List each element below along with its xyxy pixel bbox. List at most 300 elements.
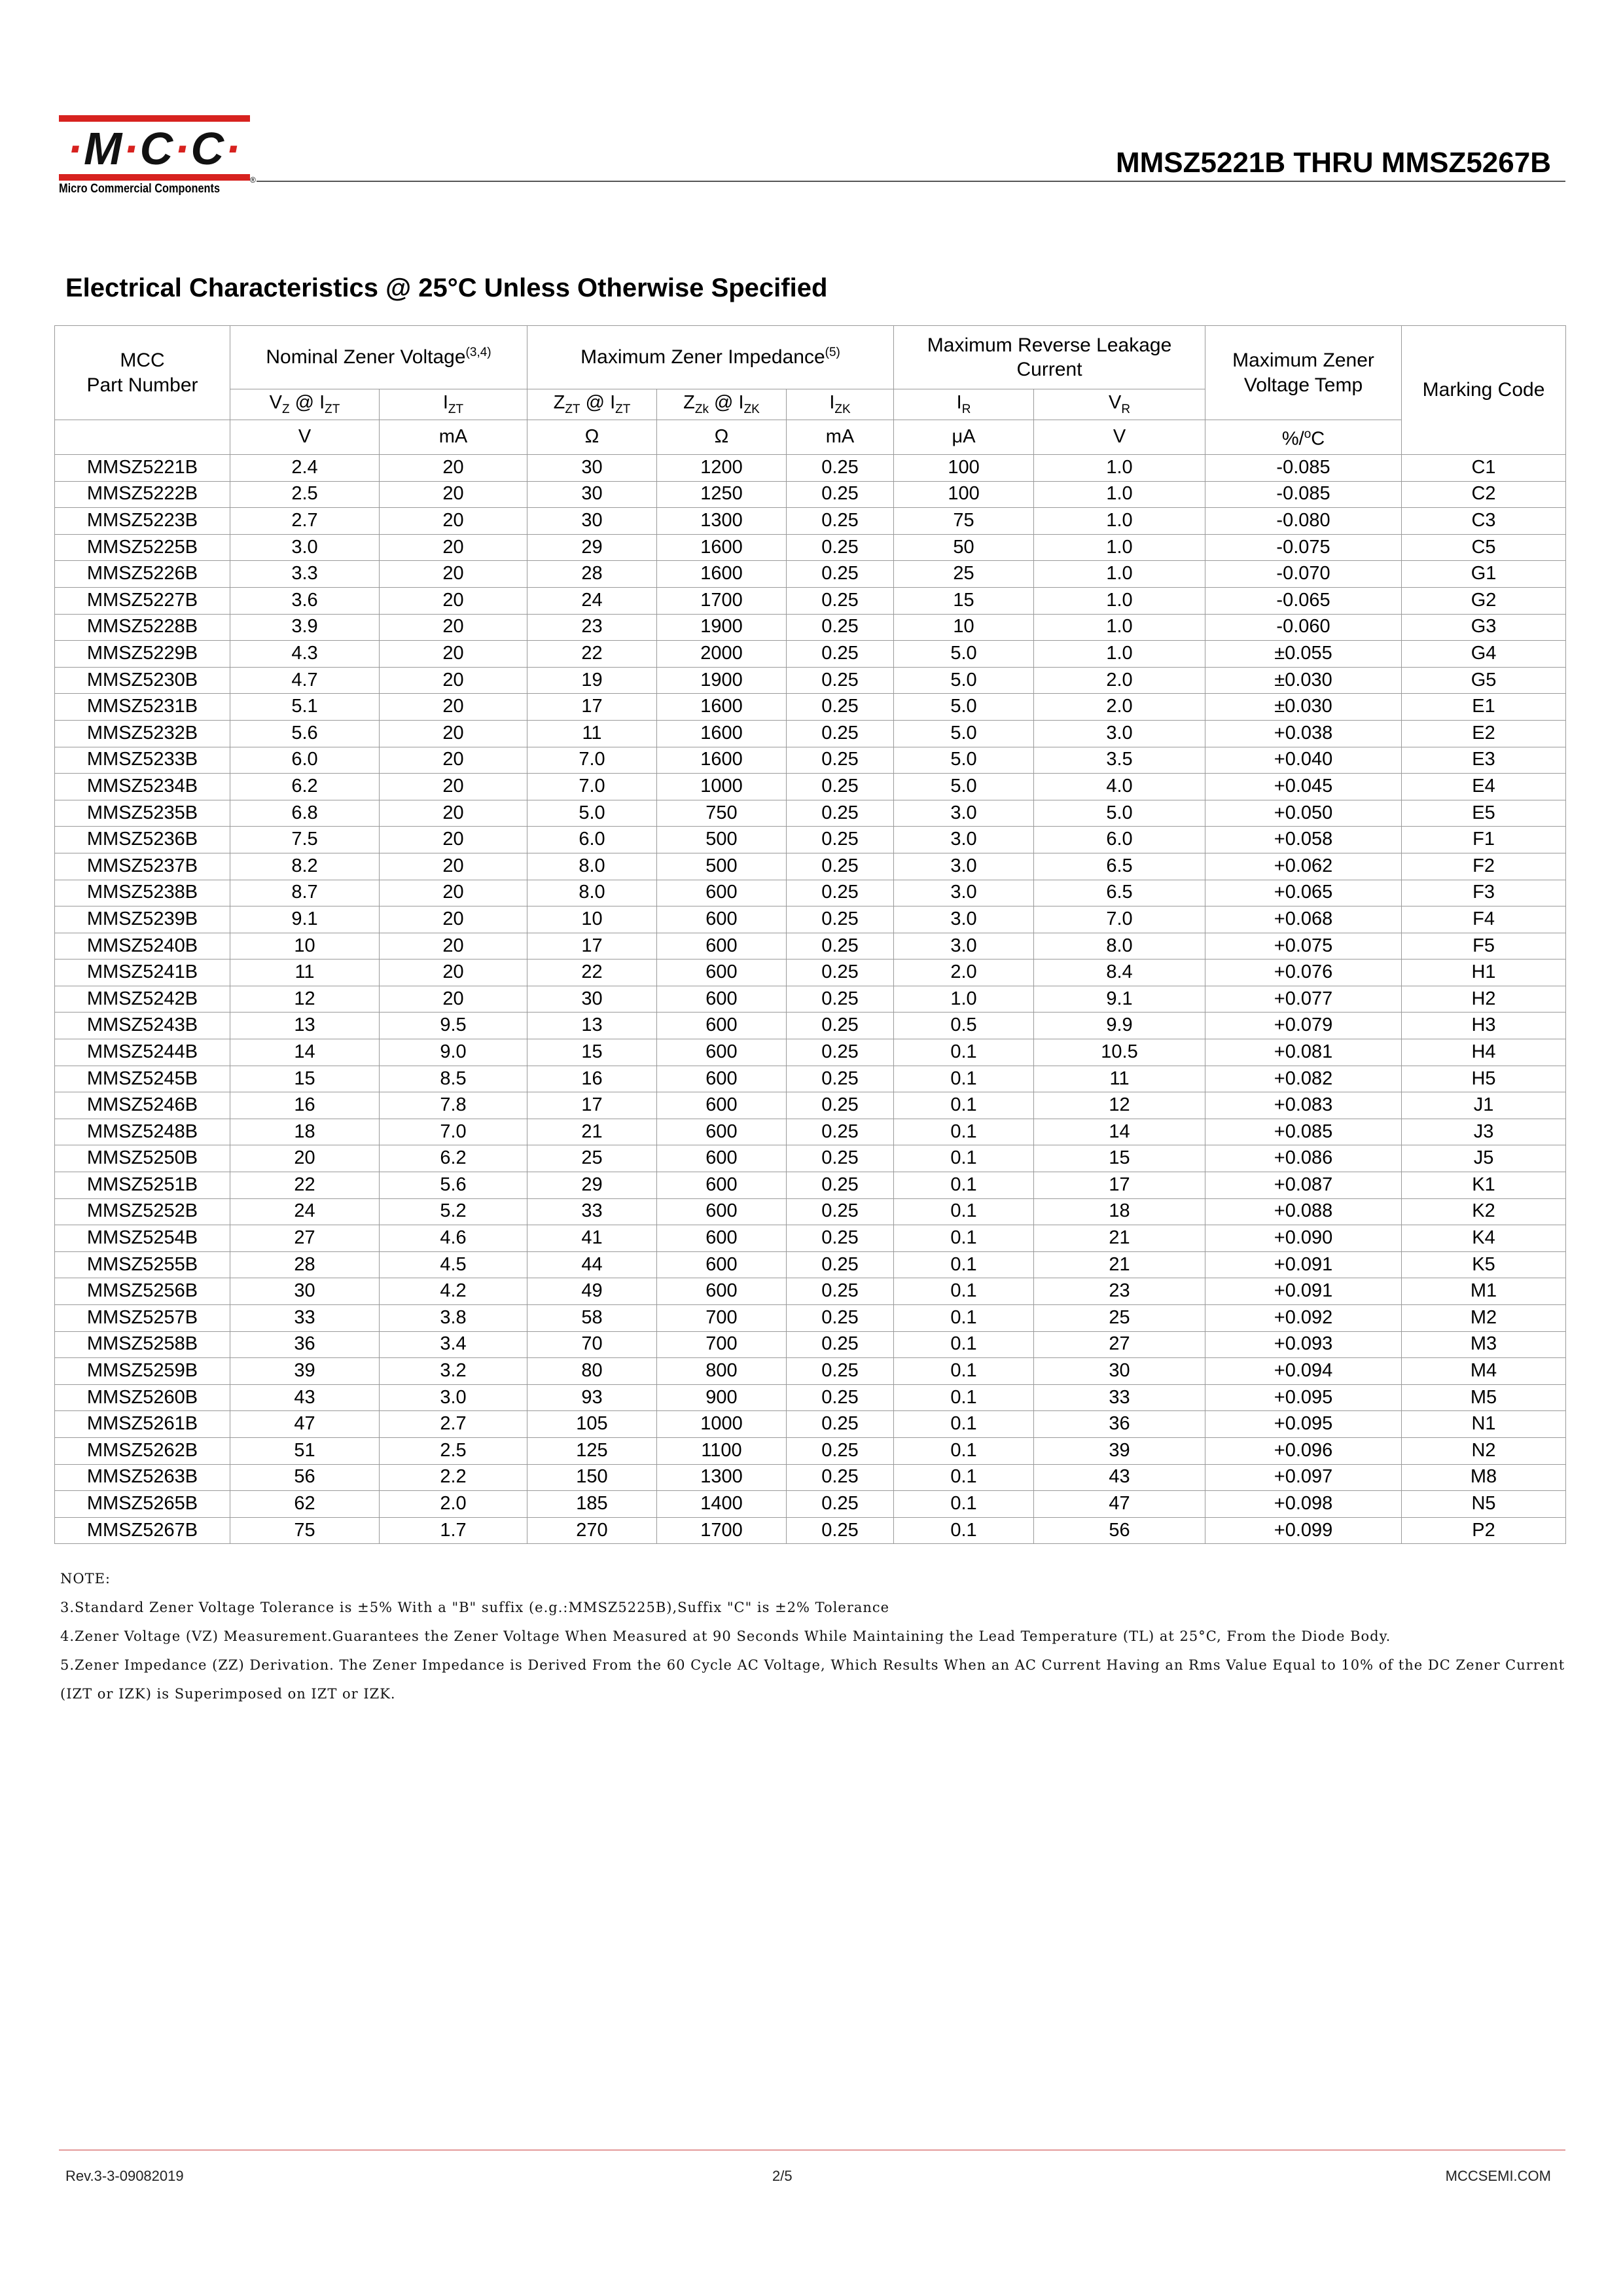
electrical-characteristics-table — [54, 325, 1566, 1544]
cell-vz: 4.3 — [230, 641, 380, 668]
cell-vr: 25 — [1034, 1305, 1205, 1332]
sub-ir: $I_R$ — [894, 389, 1034, 420]
table-row — [55, 1411, 1566, 1438]
cell-izk: 0.25 — [787, 1437, 894, 1464]
cell-part-number: MMSZ5251B — [55, 1172, 230, 1199]
cell-izt: 20 — [380, 641, 527, 668]
cell-ir: 0.1 — [894, 1172, 1034, 1199]
cell-izk: 0.25 — [787, 747, 894, 774]
cell-vr: 6.5 — [1034, 853, 1205, 880]
cell-ir: 0.1 — [894, 1517, 1034, 1544]
cell-izt: 20 — [380, 694, 527, 721]
cell-ir: 0.1 — [894, 1119, 1034, 1145]
cell-izt: 20 — [380, 455, 527, 482]
cell-marking-code: F2 — [1402, 853, 1566, 880]
cell-part-number: MMSZ5250B — [55, 1145, 230, 1172]
footer-rule — [59, 2149, 1565, 2151]
table-row — [55, 1039, 1566, 1066]
table-row — [55, 1145, 1566, 1172]
cell-izt: 20 — [380, 481, 527, 508]
table-row — [55, 1066, 1566, 1092]
cell-marking-code: F5 — [1402, 933, 1566, 960]
table-row — [55, 1278, 1566, 1305]
cell-part-number: MMSZ5236B — [55, 827, 230, 853]
cell-zzt: 10 — [527, 906, 657, 933]
table-row — [55, 614, 1566, 641]
cell-izt: 20 — [380, 906, 527, 933]
cell-marking-code: G2 — [1402, 587, 1566, 614]
table-row — [55, 1119, 1566, 1145]
cell-vr: 3.5 — [1034, 747, 1205, 774]
cell-temp-coeff: +0.075 — [1205, 933, 1402, 960]
cell-vz: 14 — [230, 1039, 380, 1066]
footer-website: MCCSEMI.COM — [1445, 2168, 1551, 2184]
cell-temp-coeff: +0.081 — [1205, 1039, 1402, 1066]
cell-vr: 2.0 — [1034, 694, 1205, 721]
cell-temp-coeff: ±0.030 — [1205, 667, 1402, 694]
cell-marking-code: C1 — [1402, 455, 1566, 482]
cell-zzt: 80 — [527, 1358, 657, 1385]
cell-ir: 3.0 — [894, 906, 1034, 933]
cell-part-number: MMSZ5263B — [55, 1464, 230, 1491]
header-impedance-label: Maximum Zener Impedance — [580, 346, 825, 368]
cell-zzt: 30 — [527, 481, 657, 508]
table-row — [55, 800, 1566, 827]
cell-izt: 5.6 — [380, 1172, 527, 1199]
cell-ir: 75 — [894, 508, 1034, 535]
cell-ir: 3.0 — [894, 880, 1034, 906]
cell-vz: 6.0 — [230, 747, 380, 774]
cell-izt: 20 — [380, 747, 527, 774]
cell-temp-coeff: +0.050 — [1205, 800, 1402, 827]
cell-zzk: 1000 — [657, 1411, 787, 1438]
cell-marking-code: G1 — [1402, 561, 1566, 588]
cell-vz: 27 — [230, 1225, 380, 1252]
cell-zzk: 600 — [657, 960, 787, 986]
cell-marking-code: N2 — [1402, 1437, 1566, 1464]
cell-part-number: MMSZ5265B — [55, 1491, 230, 1518]
cell-marking-code: C5 — [1402, 534, 1566, 561]
cell-part-number: MMSZ5248B — [55, 1119, 230, 1145]
cell-marking-code: K2 — [1402, 1198, 1566, 1225]
cell-vr: 39 — [1034, 1437, 1205, 1464]
cell-izt: 1.7 — [380, 1517, 527, 1544]
cell-vr: 1.0 — [1034, 587, 1205, 614]
cell-temp-coeff: +0.095 — [1205, 1384, 1402, 1411]
cell-vr: 14 — [1034, 1119, 1205, 1145]
cell-zzk: 1000 — [657, 774, 787, 800]
table-row — [55, 1491, 1566, 1518]
table-row — [55, 1198, 1566, 1225]
logo-mark: ·M·C·C· — [67, 123, 242, 174]
cell-part-number: MMSZ5222B — [55, 481, 230, 508]
cell-part-number: MMSZ5267B — [55, 1517, 230, 1544]
cell-ir: 5.0 — [894, 641, 1034, 668]
cell-vr: 1.0 — [1034, 614, 1205, 641]
cell-vr: 1.0 — [1034, 481, 1205, 508]
cell-temp-coeff: +0.077 — [1205, 986, 1402, 1013]
cell-izt: 4.2 — [380, 1278, 527, 1305]
unit-zzt: Ω — [527, 420, 657, 455]
cell-marking-code: K1 — [1402, 1172, 1566, 1199]
cell-zzt: 33 — [527, 1198, 657, 1225]
table-row — [55, 1464, 1566, 1491]
cell-zzk: 600 — [657, 1251, 787, 1278]
cell-izt: 20 — [380, 986, 527, 1013]
cell-zzt: 23 — [527, 614, 657, 641]
cell-vr: 9.9 — [1034, 1013, 1205, 1039]
unit-blank — [55, 420, 230, 455]
cell-izt: 5.2 — [380, 1198, 527, 1225]
cell-vz: 18 — [230, 1119, 380, 1145]
cell-izt: 20 — [380, 800, 527, 827]
cell-temp-coeff: +0.093 — [1205, 1331, 1402, 1358]
cell-ir: 100 — [894, 455, 1034, 482]
company-name: Micro Commercial Components — [59, 182, 221, 196]
table-row — [55, 747, 1566, 774]
cell-part-number: MMSZ5262B — [55, 1437, 230, 1464]
cell-temp-coeff: +0.090 — [1205, 1225, 1402, 1252]
cell-part-number: MMSZ5242B — [55, 986, 230, 1013]
cell-vz: 13 — [230, 1013, 380, 1039]
cell-part-number: MMSZ5243B — [55, 1013, 230, 1039]
cell-marking-code: C3 — [1402, 508, 1566, 535]
cell-zzk: 600 — [657, 1172, 787, 1199]
cell-vz: 15 — [230, 1066, 380, 1092]
cell-izk: 0.25 — [787, 1464, 894, 1491]
cell-temp-coeff: +0.076 — [1205, 960, 1402, 986]
cell-zzt: 11 — [527, 720, 657, 747]
section-title: Electrical Characteristics @ 25°C Unless Otherwise Specified — [65, 274, 828, 302]
cell-izk: 0.25 — [787, 960, 894, 986]
table-row — [55, 667, 1566, 694]
cell-part-number: MMSZ5246B — [55, 1092, 230, 1119]
cell-izk: 0.25 — [787, 614, 894, 641]
cell-zzt: 125 — [527, 1437, 657, 1464]
cell-zzt: 5.0 — [527, 800, 657, 827]
cell-izt: 20 — [380, 561, 527, 588]
cell-ir: 0.1 — [894, 1066, 1034, 1092]
cell-part-number: MMSZ5240B — [55, 933, 230, 960]
cell-zzk: 700 — [657, 1331, 787, 1358]
header-voltage-temp: Maximum Zener Voltage Temp — [1205, 326, 1402, 420]
cell-zzt: 150 — [527, 1464, 657, 1491]
cell-zzk: 600 — [657, 1013, 787, 1039]
cell-vz: 10 — [230, 933, 380, 960]
logo-bottom-bar — [59, 174, 250, 181]
cell-marking-code: C2 — [1402, 481, 1566, 508]
cell-zzk: 1250 — [657, 481, 787, 508]
cell-ir: 10 — [894, 614, 1034, 641]
cell-temp-coeff: +0.079 — [1205, 1013, 1402, 1039]
cell-vr: 23 — [1034, 1278, 1205, 1305]
cell-zzk: 750 — [657, 800, 787, 827]
cell-vr: 7.0 — [1034, 906, 1205, 933]
cell-part-number: MMSZ5258B — [55, 1331, 230, 1358]
cell-ir: 15 — [894, 587, 1034, 614]
cell-marking-code: F1 — [1402, 827, 1566, 853]
note-5: 5.Zener Impedance (ZZ) Derivation. The Zener Impedance is Derived From the 60 Cycle AC Voltage, Which Results When an AC Current Having an Rms Value Equal to 10% of the DC Zener Current — [60, 1657, 1565, 1673]
cell-temp-coeff: +0.096 — [1205, 1437, 1402, 1464]
cell-zzk: 2000 — [657, 641, 787, 668]
cell-zzt: 17 — [527, 694, 657, 721]
cell-vr: 8.0 — [1034, 933, 1205, 960]
cell-zzk: 1600 — [657, 694, 787, 721]
unit-vz: V — [230, 420, 380, 455]
cell-temp-coeff: +0.068 — [1205, 906, 1402, 933]
cell-izk: 0.25 — [787, 774, 894, 800]
cell-izt: 2.0 — [380, 1491, 527, 1518]
unit-ir: μA — [894, 420, 1034, 455]
cell-zzt: 29 — [527, 534, 657, 561]
cell-zzt: 22 — [527, 641, 657, 668]
cell-marking-code: H5 — [1402, 1066, 1566, 1092]
cell-zzk: 1300 — [657, 508, 787, 535]
cell-vz: 22 — [230, 1172, 380, 1199]
cell-ir: 0.1 — [894, 1278, 1034, 1305]
cell-izk: 0.25 — [787, 587, 894, 614]
cell-vz: 30 — [230, 1278, 380, 1305]
cell-izk: 0.25 — [787, 1517, 894, 1544]
cell-vr: 8.4 — [1034, 960, 1205, 986]
cell-izk: 0.25 — [787, 827, 894, 853]
cell-temp-coeff: +0.062 — [1205, 853, 1402, 880]
cell-ir: 0.1 — [894, 1358, 1034, 1385]
cell-temp-coeff: +0.040 — [1205, 747, 1402, 774]
cell-izt: 3.8 — [380, 1305, 527, 1332]
cell-izt: 20 — [380, 853, 527, 880]
cell-vz: 2.4 — [230, 455, 380, 482]
cell-izk: 0.25 — [787, 1119, 894, 1145]
cell-izk: 0.25 — [787, 1491, 894, 1518]
cell-ir: 5.0 — [894, 747, 1034, 774]
cell-marking-code: F4 — [1402, 906, 1566, 933]
cell-zzt: 22 — [527, 960, 657, 986]
cell-izk: 0.25 — [787, 534, 894, 561]
cell-part-number: MMSZ5257B — [55, 1305, 230, 1332]
cell-vz: 3.9 — [230, 614, 380, 641]
cell-part-number: MMSZ5235B — [55, 800, 230, 827]
cell-zzk: 600 — [657, 1039, 787, 1066]
cell-part-number: MMSZ5261B — [55, 1411, 230, 1438]
table-row — [55, 587, 1566, 614]
cell-marking-code: H1 — [1402, 960, 1566, 986]
cell-izk: 0.25 — [787, 1384, 894, 1411]
cell-vr: 56 — [1034, 1517, 1205, 1544]
table-row — [55, 1384, 1566, 1411]
cell-ir: 0.1 — [894, 1198, 1034, 1225]
cell-vr: 1.0 — [1034, 641, 1205, 668]
cell-zzk: 600 — [657, 986, 787, 1013]
cell-zzt: 16 — [527, 1066, 657, 1092]
cell-izt: 7.8 — [380, 1092, 527, 1119]
cell-zzt: 30 — [527, 455, 657, 482]
cell-part-number: MMSZ5238B — [55, 880, 230, 906]
cell-ir: 0.1 — [894, 1145, 1034, 1172]
table-row — [55, 1331, 1566, 1358]
cell-zzt: 25 — [527, 1145, 657, 1172]
cell-ir: 50 — [894, 534, 1034, 561]
cell-temp-coeff: +0.097 — [1205, 1464, 1402, 1491]
registered-mark: ® — [250, 175, 256, 185]
cell-ir: 3.0 — [894, 800, 1034, 827]
cell-vr: 1.0 — [1034, 455, 1205, 482]
cell-ir: 0.1 — [894, 1411, 1034, 1438]
cell-izk: 0.25 — [787, 1092, 894, 1119]
cell-marking-code: M8 — [1402, 1464, 1566, 1491]
header-leakage: Maximum Reverse Leakage Current — [894, 326, 1205, 389]
cell-part-number: MMSZ5244B — [55, 1039, 230, 1066]
cell-zzk: 1900 — [657, 667, 787, 694]
cell-part-number: MMSZ5230B — [55, 667, 230, 694]
cell-izk: 0.25 — [787, 1358, 894, 1385]
cell-vz: 12 — [230, 986, 380, 1013]
cell-zzk: 600 — [657, 1092, 787, 1119]
cell-izk: 0.25 — [787, 667, 894, 694]
note-5-continued: (IZT or IZK) is Superimposed on IZT or IZK. — [60, 1686, 396, 1702]
cell-vz: 36 — [230, 1331, 380, 1358]
cell-part-number: MMSZ5223B — [55, 508, 230, 535]
cell-marking-code: G3 — [1402, 614, 1566, 641]
cell-izt: 20 — [380, 508, 527, 535]
cell-marking-code: J5 — [1402, 1145, 1566, 1172]
cell-ir: 0.1 — [894, 1092, 1034, 1119]
cell-zzk: 600 — [657, 880, 787, 906]
cell-izt: 20 — [380, 960, 527, 986]
cell-zzt: 44 — [527, 1251, 657, 1278]
cell-zzk: 1600 — [657, 561, 787, 588]
cell-temp-coeff: -0.080 — [1205, 508, 1402, 535]
cell-ir: 25 — [894, 561, 1034, 588]
cell-zzk: 600 — [657, 933, 787, 960]
cell-vz: 3.6 — [230, 587, 380, 614]
cell-ir: 0.1 — [894, 1331, 1034, 1358]
cell-zzk: 1600 — [657, 534, 787, 561]
cell-temp-coeff: +0.065 — [1205, 880, 1402, 906]
cell-izk: 0.25 — [787, 933, 894, 960]
cell-vr: 43 — [1034, 1464, 1205, 1491]
cell-izk: 0.25 — [787, 694, 894, 721]
cell-marking-code: E5 — [1402, 800, 1566, 827]
table-row — [55, 880, 1566, 906]
table-row — [55, 933, 1566, 960]
cell-zzt: 58 — [527, 1305, 657, 1332]
cell-izk: 0.25 — [787, 800, 894, 827]
cell-part-number: MMSZ5229B — [55, 641, 230, 668]
cell-vz: 51 — [230, 1437, 380, 1464]
cell-vz: 5.6 — [230, 720, 380, 747]
cell-marking-code: M2 — [1402, 1305, 1566, 1332]
cell-izk: 0.25 — [787, 1251, 894, 1278]
cell-izk: 0.25 — [787, 720, 894, 747]
logo-top-bar — [59, 115, 250, 122]
cell-zzt: 13 — [527, 1013, 657, 1039]
cell-marking-code: J3 — [1402, 1119, 1566, 1145]
cell-zzk: 1400 — [657, 1491, 787, 1518]
cell-izt: 20 — [380, 880, 527, 906]
cell-izk: 0.25 — [787, 1411, 894, 1438]
cell-temp-coeff: +0.088 — [1205, 1198, 1402, 1225]
cell-izt: 3.4 — [380, 1331, 527, 1358]
cell-vz: 3.0 — [230, 534, 380, 561]
cell-vz: 24 — [230, 1198, 380, 1225]
table-row — [55, 508, 1566, 535]
cell-marking-code: J1 — [1402, 1092, 1566, 1119]
cell-marking-code: F3 — [1402, 880, 1566, 906]
cell-izk: 0.25 — [787, 1145, 894, 1172]
cell-temp-coeff: +0.091 — [1205, 1278, 1402, 1305]
cell-vz: 47 — [230, 1411, 380, 1438]
cell-marking-code: M4 — [1402, 1358, 1566, 1385]
cell-part-number: MMSZ5256B — [55, 1278, 230, 1305]
cell-zzt: 17 — [527, 933, 657, 960]
cell-zzk: 1700 — [657, 587, 787, 614]
header-mcc: MCC — [120, 350, 165, 371]
cell-vr: 5.0 — [1034, 800, 1205, 827]
cell-ir: 100 — [894, 481, 1034, 508]
cell-marking-code: H4 — [1402, 1039, 1566, 1066]
cell-izt: 6.2 — [380, 1145, 527, 1172]
cell-temp-coeff: ±0.055 — [1205, 641, 1402, 668]
cell-zzk: 1900 — [657, 614, 787, 641]
cell-izt: 20 — [380, 667, 527, 694]
cell-temp-coeff: +0.058 — [1205, 827, 1402, 853]
table-row — [55, 481, 1566, 508]
unit-vr: V — [1034, 420, 1205, 455]
cell-zzt: 8.0 — [527, 853, 657, 880]
cell-zzt: 6.0 — [527, 827, 657, 853]
cell-vz: 3.3 — [230, 561, 380, 588]
cell-izt: 2.7 — [380, 1411, 527, 1438]
cell-temp-coeff: -0.085 — [1205, 481, 1402, 508]
cell-izt: 4.5 — [380, 1251, 527, 1278]
cell-marking-code: H2 — [1402, 986, 1566, 1013]
cell-zzk: 1300 — [657, 1464, 787, 1491]
cell-vz: 4.7 — [230, 667, 380, 694]
cell-izt: 20 — [380, 534, 527, 561]
cell-ir: 2.0 — [894, 960, 1034, 986]
cell-ir: 0.1 — [894, 1305, 1034, 1332]
cell-vz: 9.1 — [230, 906, 380, 933]
cell-zzt: 41 — [527, 1225, 657, 1252]
table-row — [55, 986, 1566, 1013]
cell-zzk: 600 — [657, 1066, 787, 1092]
cell-part-number: MMSZ5221B — [55, 455, 230, 482]
cell-ir: 0.5 — [894, 1013, 1034, 1039]
cell-zzt: 15 — [527, 1039, 657, 1066]
cell-temp-coeff: +0.038 — [1205, 720, 1402, 747]
cell-vr: 33 — [1034, 1384, 1205, 1411]
cell-izk: 0.25 — [787, 1039, 894, 1066]
cell-temp-coeff: +0.095 — [1205, 1411, 1402, 1438]
cell-ir: 3.0 — [894, 827, 1034, 853]
cell-marking-code: E3 — [1402, 747, 1566, 774]
cell-ir: 0.1 — [894, 1464, 1034, 1491]
sub-izt: $I_{ZT}$ — [380, 389, 527, 420]
cell-vr: 36 — [1034, 1411, 1205, 1438]
cell-izt: 9.0 — [380, 1039, 527, 1066]
cell-vr: 1.0 — [1034, 508, 1205, 535]
cell-temp-coeff: -0.065 — [1205, 587, 1402, 614]
cell-part-number: MMSZ5227B — [55, 587, 230, 614]
cell-ir: 5.0 — [894, 667, 1034, 694]
cell-izk: 0.25 — [787, 1331, 894, 1358]
table-row — [55, 1251, 1566, 1278]
cell-marking-code: M5 — [1402, 1384, 1566, 1411]
cell-temp-coeff: +0.098 — [1205, 1491, 1402, 1518]
cell-ir: 5.0 — [894, 774, 1034, 800]
cell-vr: 6.0 — [1034, 827, 1205, 853]
